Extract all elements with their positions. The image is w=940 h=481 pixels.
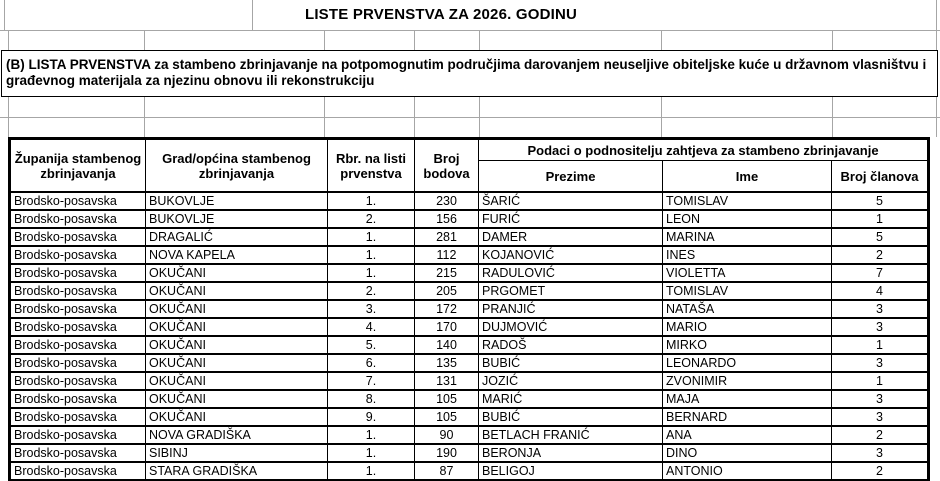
cell-clanovi: 5: [832, 228, 927, 246]
table-row: [11, 462, 927, 480]
table-row: [11, 408, 927, 426]
table-row: [11, 318, 927, 336]
cell-ime: ZVONIMIR: [663, 372, 832, 390]
priority-table-wrap: [8, 137, 930, 481]
cell-rbr: 1.: [328, 444, 415, 462]
cell-zupanija: Brodsko-posavska: [11, 282, 146, 300]
table-row: [11, 444, 927, 462]
cell-rbr: 2.: [328, 282, 415, 300]
header-podaci-group: Podaci o podnositelju zahtjeva za stambeno zbrinjavanje: [479, 140, 927, 161]
list-subtitle: (B) LISTA PRVENSTVA za stambeno zbrinjavanje na potpomognutim područjima darovanjem neuseljive obiteljske kuće u državnom vlasništvu i građevnog materijala za njezinu obnovu ili rekonstrukciju: [1, 50, 938, 97]
cell-bodovi: 190: [415, 444, 479, 462]
table-row: [11, 336, 927, 354]
gridline-v: [8, 31, 9, 50]
cell-zupanija: Brodsko-posavska: [11, 372, 146, 390]
cell-zupanija: Brodsko-posavska: [11, 210, 146, 228]
cell-zupanija: Brodsko-posavska: [11, 264, 146, 282]
gridline-v: [479, 31, 480, 50]
cell-ime: INES: [663, 246, 832, 264]
cell-ime: MARINA: [663, 228, 832, 246]
cell-ime: LEON: [663, 210, 832, 228]
table-row: [11, 246, 927, 264]
cell-clanovi: 3: [832, 444, 927, 462]
cell-zupanija: Brodsko-posavska: [11, 390, 146, 408]
cell-prezime: PRANJIĆ: [479, 300, 663, 318]
cell-prezime: DUJMOVIĆ: [479, 318, 663, 336]
cell-rbr: 2.: [328, 210, 415, 228]
cell-zupanija: Brodsko-posavska: [11, 228, 146, 246]
cell-bodovi: 205: [415, 282, 479, 300]
cell-prezime: JOZIĆ: [479, 372, 663, 390]
cell-ime: ANTONIO: [663, 462, 832, 480]
cell-zupanija: Brodsko-posavska: [11, 300, 146, 318]
cell-zupanija: Brodsko-posavska: [11, 462, 146, 480]
cell-bodovi: 140: [415, 336, 479, 354]
gridline-h: [0, 117, 940, 118]
header-ime: Ime: [663, 161, 832, 192]
cell-grad: BUKOVLJE: [146, 210, 328, 228]
cell-bodovi: 131: [415, 372, 479, 390]
cell-prezime: BUBIĆ: [479, 408, 663, 426]
cell-prezime: BUBIĆ: [479, 354, 663, 372]
cell-grad: STARA GRADIŠKA: [146, 462, 328, 480]
cell-rbr: 3.: [328, 300, 415, 318]
cell-zupanija: Brodsko-posavska: [11, 336, 146, 354]
cell-prezime: BELIGOJ: [479, 462, 663, 480]
header-zupanija: Županija stambenog zbrinjavanja: [11, 140, 146, 192]
table-row: [11, 228, 927, 246]
gridline-v: [661, 31, 662, 50]
gridline-v: [8, 97, 9, 137]
cell-bodovi: 105: [415, 390, 479, 408]
cell-bodovi: 215: [415, 264, 479, 282]
cell-rbr: 1.: [328, 246, 415, 264]
cell-bodovi: 172: [415, 300, 479, 318]
cell-clanovi: 5: [832, 192, 927, 210]
cell-rbr: 1.: [328, 192, 415, 210]
cell-grad: SIBINJ: [146, 444, 328, 462]
cell-rbr: 4.: [328, 318, 415, 336]
cell-bodovi: 156: [415, 210, 479, 228]
cell-grad: OKUČANI: [146, 336, 328, 354]
header-bodovi: Broj bodova: [415, 140, 479, 192]
cell-bodovi: 170: [415, 318, 479, 336]
cell-bodovi: 135: [415, 354, 479, 372]
cell-clanovi: 1: [832, 210, 927, 228]
cell-clanovi: 2: [832, 462, 927, 480]
cell-grad: DRAGALIĆ: [146, 228, 328, 246]
cell-rbr: 7.: [328, 372, 415, 390]
table-header: [11, 140, 927, 192]
cell-prezime: PRGOMET: [479, 282, 663, 300]
gridline-v: [832, 97, 833, 137]
table-row: [11, 372, 927, 390]
table-row: [11, 390, 927, 408]
gridline-v: [661, 97, 662, 137]
cell-grad: OKUČANI: [146, 390, 328, 408]
cell-zupanija: Brodsko-posavska: [11, 408, 146, 426]
table-row: [11, 300, 927, 318]
cell-prezime: KOJANOVIĆ: [479, 246, 663, 264]
cell-zupanija: Brodsko-posavska: [11, 354, 146, 372]
cell-grad: OKUČANI: [146, 354, 328, 372]
table-row: [11, 210, 927, 228]
cell-clanovi: 7: [832, 264, 927, 282]
cell-rbr: 1.: [328, 426, 415, 444]
cell-grad: OKUČANI: [146, 408, 328, 426]
page-title: LISTE PRVENSTVA ZA 2026. GODINU: [304, 6, 578, 23]
grid-band-lower: [0, 97, 940, 137]
gridline-v: [936, 97, 937, 137]
cell-clanovi: 3: [832, 318, 927, 336]
cell-prezime: MARIĆ: [479, 390, 663, 408]
cell-rbr: 1.: [328, 264, 415, 282]
cell-prezime: BETLACH FRANIĆ: [479, 426, 663, 444]
cell-prezime: FURIĆ: [479, 210, 663, 228]
cell-ime: VIOLETTA: [663, 264, 832, 282]
cell-ime: MARIO: [663, 318, 832, 336]
table-row: [11, 282, 927, 300]
cell-grad: OKUČANI: [146, 282, 328, 300]
table-body: [11, 192, 927, 480]
cell-clanovi: 1: [832, 336, 927, 354]
table-row: [11, 264, 927, 282]
cell-bodovi: 87: [415, 462, 479, 480]
header-clanovi: Broj članova: [832, 161, 927, 192]
cell-clanovi: 3: [832, 408, 927, 426]
cell-rbr: 1.: [328, 462, 415, 480]
gridline-v: [324, 31, 325, 50]
cell-zupanija: Brodsko-posavska: [11, 246, 146, 264]
cell-grad: OKUČANI: [146, 318, 328, 336]
cell-bodovi: 230: [415, 192, 479, 210]
cell-zupanija: Brodsko-posavska: [11, 444, 146, 462]
gridline-v: [832, 31, 833, 50]
cell-ime: MIRKO: [663, 336, 832, 354]
cell-clanovi: 4: [832, 282, 927, 300]
cell-ime: ANA: [663, 426, 832, 444]
cell-clanovi: 1: [832, 372, 927, 390]
gridline-v: [936, 0, 937, 30]
cell-prezime: DAMER: [479, 228, 663, 246]
cell-bodovi: 105: [415, 408, 479, 426]
cell-clanovi: 2: [832, 246, 927, 264]
cell-rbr: 8.: [328, 390, 415, 408]
cell-rbr: 5.: [328, 336, 415, 354]
cell-grad: NOVA KAPELA: [146, 246, 328, 264]
cell-prezime: ŠARIĆ: [479, 192, 663, 210]
priority-table: [8, 137, 930, 481]
cell-zupanija: Brodsko-posavska: [11, 318, 146, 336]
cell-ime: LEONARDO: [663, 354, 832, 372]
table-row: [11, 426, 927, 444]
cell-bodovi: 281: [415, 228, 479, 246]
gridline-v: [414, 31, 415, 50]
gridline-v: [144, 97, 145, 137]
cell-grad: OKUČANI: [146, 372, 328, 390]
cell-zupanija: Brodsko-posavska: [11, 192, 146, 210]
cell-prezime: BERONJA: [479, 444, 663, 462]
gridline-v: [324, 97, 325, 137]
cell-ime: DINO: [663, 444, 832, 462]
cell-ime: MAJA: [663, 390, 832, 408]
cell-ime: TOMISLAV: [663, 282, 832, 300]
cell-grad: OKUČANI: [146, 264, 328, 282]
cell-prezime: RADOŠ: [479, 336, 663, 354]
grid-band-upper: [0, 31, 940, 50]
cell-bodovi: 112: [415, 246, 479, 264]
cell-prezime: RADULOVIĆ: [479, 264, 663, 282]
header-grad: Grad/općina stambenog zbrinjavanja: [146, 140, 328, 192]
cell-zupanija: Brodsko-posavska: [11, 426, 146, 444]
gridline-v: [479, 97, 480, 137]
cell-ime: BERNARD: [663, 408, 832, 426]
title-row: [0, 0, 940, 31]
cell-clanovi: 3: [832, 390, 927, 408]
cell-ime: NATAŠA: [663, 300, 832, 318]
gridline-v: [144, 31, 145, 50]
cell-grad: OKUČANI: [146, 300, 328, 318]
cell-ime: TOMISLAV: [663, 192, 832, 210]
header-prezime: Prezime: [479, 161, 663, 192]
header-rbr: Rbr. na listi prvenstva: [328, 140, 415, 192]
cell-rbr: 6.: [328, 354, 415, 372]
cell-grad: BUKOVLJE: [146, 192, 328, 210]
cell-bodovi: 90: [415, 426, 479, 444]
cell-clanovi: 3: [832, 300, 927, 318]
cell-grad: NOVA GRADIŠKA: [146, 426, 328, 444]
cell-clanovi: 2: [832, 426, 927, 444]
gridline-v: [936, 31, 937, 50]
cell-rbr: 1.: [328, 228, 415, 246]
table-row: [11, 192, 927, 210]
table-row: [11, 354, 927, 372]
cell-rbr: 9.: [328, 408, 415, 426]
gridline-v: [414, 97, 415, 137]
cell-clanovi: 3: [832, 354, 927, 372]
